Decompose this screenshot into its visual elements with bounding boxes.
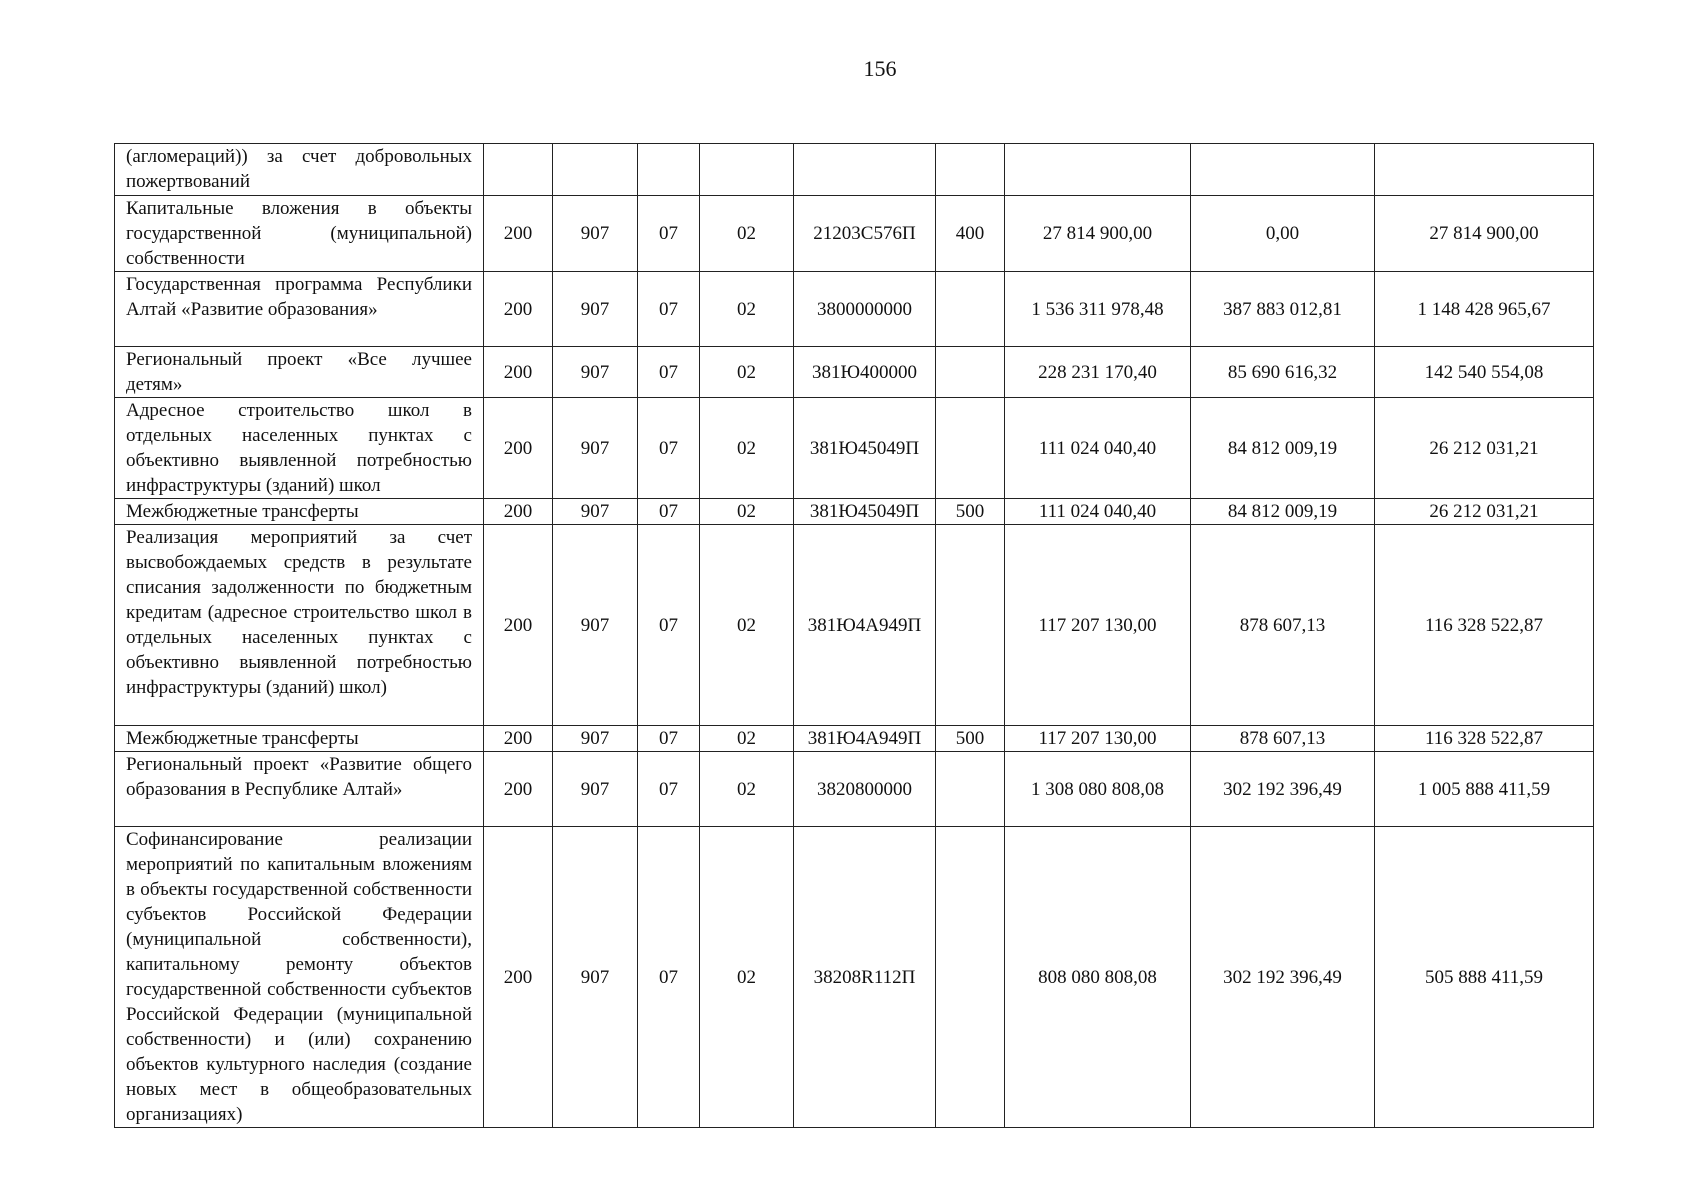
amount-federal-cell	[1191, 144, 1375, 196]
amount-regional-cell: 1 148 428 965,67	[1375, 272, 1594, 347]
target-article-cell: 3820800000	[794, 752, 936, 827]
section-code-cell: 07	[638, 196, 700, 272]
ministry-code-cell: 907	[553, 196, 638, 272]
amount-total-cell	[1005, 144, 1191, 196]
ministry-code-cell: 907	[553, 752, 638, 827]
table-row	[115, 272, 1594, 347]
subsection-code-cell: 02	[700, 752, 794, 827]
target-article-cell: 381Ю400000	[794, 347, 936, 398]
table-body	[115, 144, 1594, 1128]
amount-total-cell: 27 814 900,00	[1005, 196, 1191, 272]
target-article-cell: 381Ю4А949П	[794, 525, 936, 726]
section-code-cell	[638, 144, 700, 196]
gov-code-cell: 200	[484, 827, 553, 1128]
amount-regional-cell: 142 540 554,08	[1375, 347, 1594, 398]
amount-federal-cell: 302 192 396,49	[1191, 752, 1375, 827]
table-row	[115, 525, 1594, 726]
amount-total-cell: 808 080 808,08	[1005, 827, 1191, 1128]
amount-total-cell: 117 207 130,00	[1005, 726, 1191, 752]
amount-regional-cell	[1375, 144, 1594, 196]
amount-regional-cell: 27 814 900,00	[1375, 196, 1594, 272]
amount-federal-cell: 878 607,13	[1191, 726, 1375, 752]
ministry-code-cell	[553, 144, 638, 196]
row-name: Региональный проект «Развитие общего образования в Республике Алтай»	[115, 752, 484, 827]
target-article-cell: 381Ю4А949П	[794, 726, 936, 752]
subsection-code-cell: 02	[700, 347, 794, 398]
expense-type-cell	[936, 144, 1005, 196]
row-name: (агломераций)) за счет добровольных пожертвований	[115, 144, 484, 196]
table-row	[115, 726, 1594, 752]
ministry-code-cell: 907	[553, 499, 638, 525]
target-article-cell: 381Ю45049П	[794, 398, 936, 499]
expense-type-cell: 400	[936, 196, 1005, 272]
amount-regional-cell: 26 212 031,21	[1375, 398, 1594, 499]
expense-type-cell	[936, 525, 1005, 726]
subsection-code-cell: 02	[700, 398, 794, 499]
gov-code-cell: 200	[484, 347, 553, 398]
gov-code-cell	[484, 144, 553, 196]
gov-code-cell: 200	[484, 272, 553, 347]
table-row	[115, 398, 1594, 499]
amount-federal-cell: 84 812 009,19	[1191, 499, 1375, 525]
amount-total-cell: 1 308 080 808,08	[1005, 752, 1191, 827]
section-code-cell: 07	[638, 827, 700, 1128]
table-row	[115, 827, 1594, 1128]
table-row	[115, 499, 1594, 525]
amount-total-cell: 1 536 311 978,48	[1005, 272, 1191, 347]
amount-regional-cell: 26 212 031,21	[1375, 499, 1594, 525]
amount-regional-cell: 1 005 888 411,59	[1375, 752, 1594, 827]
ministry-code-cell: 907	[553, 272, 638, 347]
expense-type-cell	[936, 752, 1005, 827]
gov-code-cell: 200	[484, 525, 553, 726]
amount-federal-cell: 0,00	[1191, 196, 1375, 272]
amount-federal-cell: 878 607,13	[1191, 525, 1375, 726]
section-code-cell: 07	[638, 347, 700, 398]
expense-type-cell: 500	[936, 499, 1005, 525]
amount-regional-cell: 116 328 522,87	[1375, 525, 1594, 726]
row-name: Капитальные вложения в объекты государственной (муниципальной) собственности	[115, 196, 484, 272]
expense-type-cell	[936, 398, 1005, 499]
table-row	[115, 752, 1594, 827]
ministry-code-cell: 907	[553, 726, 638, 752]
amount-federal-cell: 85 690 616,32	[1191, 347, 1375, 398]
section-code-cell: 07	[638, 272, 700, 347]
section-code-cell: 07	[638, 499, 700, 525]
amount-total-cell: 117 207 130,00	[1005, 525, 1191, 726]
amount-regional-cell: 116 328 522,87	[1375, 726, 1594, 752]
row-name: Софинансирование реализации мероприятий по капитальным вложениям в объекты государственной собственности субъектов Российской Федерации (муниципальной собственности), капитальному ремонту объектов государственной собственности субъектов Российской Федерации (муниципальной собственности) и (или) сохранению объектов культурного наследия (создание новых мест в общеобразовательных организациях)	[115, 827, 484, 1128]
amount-total-cell: 111 024 040,40	[1005, 398, 1191, 499]
table-row	[115, 144, 1594, 196]
amount-regional-cell: 505 888 411,59	[1375, 827, 1594, 1128]
gov-code-cell: 200	[484, 499, 553, 525]
target-article-cell: 38208R112П	[794, 827, 936, 1128]
section-code-cell: 07	[638, 525, 700, 726]
subsection-code-cell: 02	[700, 196, 794, 272]
gov-code-cell: 200	[484, 752, 553, 827]
subsection-code-cell: 02	[700, 726, 794, 752]
section-code-cell: 07	[638, 752, 700, 827]
expense-type-cell	[936, 827, 1005, 1128]
subsection-code-cell: 02	[700, 827, 794, 1128]
target-article-cell: 381Ю45049П	[794, 499, 936, 525]
amount-federal-cell: 302 192 396,49	[1191, 827, 1375, 1128]
ministry-code-cell: 907	[553, 525, 638, 726]
amount-total-cell: 111 024 040,40	[1005, 499, 1191, 525]
table-row	[115, 347, 1594, 398]
budget-table	[114, 143, 1594, 1128]
gov-code-cell: 200	[484, 726, 553, 752]
section-code-cell: 07	[638, 398, 700, 499]
gov-code-cell: 200	[484, 196, 553, 272]
expense-type-cell	[936, 347, 1005, 398]
ministry-code-cell: 907	[553, 398, 638, 499]
gov-code-cell: 200	[484, 398, 553, 499]
amount-total-cell: 228 231 170,40	[1005, 347, 1191, 398]
row-name: Реализация мероприятий за счет высвобождаемых средств в результате списания задолженности по бюджетным кредитам (адресное строительство школ в отдельных населенных пунктах с объективно выявленной потребностью инфраструктуры (зданий) школ)	[115, 525, 484, 726]
target-article-cell: 21203С576П	[794, 196, 936, 272]
row-name: Адресное строительство школ в отдельных населенных пунктах с объективно выявленной потребностью инфраструктуры (зданий) школ	[115, 398, 484, 499]
row-name: Государственная программа Республики Алтай «Развитие образования»	[115, 272, 484, 347]
expense-type-cell	[936, 272, 1005, 347]
amount-federal-cell: 84 812 009,19	[1191, 398, 1375, 499]
page-number: 156	[863, 56, 897, 81]
expense-type-cell: 500	[936, 726, 1005, 752]
section-code-cell: 07	[638, 726, 700, 752]
target-article-cell: 3800000000	[794, 272, 936, 347]
row-name: Межбюджетные трансферты	[115, 499, 484, 525]
ministry-code-cell: 907	[553, 347, 638, 398]
ministry-code-cell: 907	[553, 827, 638, 1128]
row-name: Межбюджетные трансферты	[115, 726, 484, 752]
subsection-code-cell: 02	[700, 272, 794, 347]
subsection-code-cell: 02	[700, 499, 794, 525]
table-row	[115, 196, 1594, 272]
amount-federal-cell: 387 883 012,81	[1191, 272, 1375, 347]
subsection-code-cell: 02	[700, 525, 794, 726]
subsection-code-cell	[700, 144, 794, 196]
row-name: Региональный проект «Все лучшее детям»	[115, 347, 484, 398]
target-article-cell	[794, 144, 936, 196]
